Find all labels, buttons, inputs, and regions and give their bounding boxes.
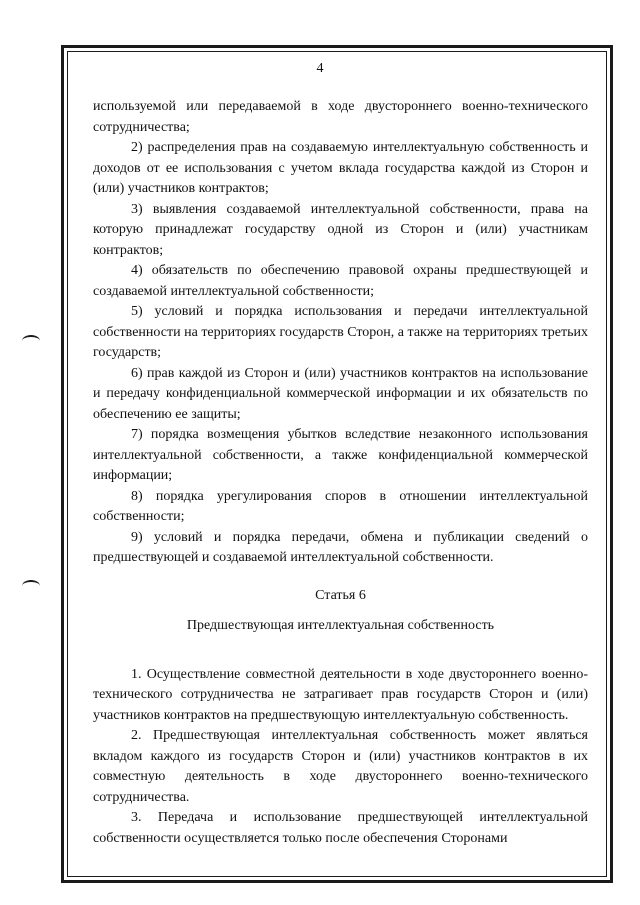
article-heading: Предшествующая интеллектуальная собственность [186,618,495,633]
binder-hole-mark [22,335,40,347]
page-number: 4 [316,61,324,76]
paragraph: 7) порядка возмещения убытков вследствие незаконного использования интеллектуальной собственности, а также конфиденциальной коммерческой информации; [93,427,588,483]
article-title: Статья 6 [315,587,366,603]
paragraph: 6) прав каждой из Сторон и (или) участников контрактов на использование и передачу конфиденциальной коммерческой информации и их обязательств по обеспечению ее защиты; [93,365,588,422]
paragraph: 9) условий и порядка передачи, обмена и публикации сведений о предшествующей и создаваемой интеллектуальной собственности. [93,529,588,565]
paragraph: 3) выявления создаваемой интеллектуальной собственности, права на которую принадлежат государству одной из Сторон и (или) участникам контрактов; [93,201,588,258]
paragraph: 3. Передача и использование предшествующей интеллектуальной собственности осуществляется только после обеспечения Сторонами [93,810,588,846]
paragraph: 2) распределения прав на создаваемую интеллектуальную собственность и доходов от ее использования с учетом вклада государства каждой из Сторон и (или) участников контрактов; [93,140,588,196]
paragraph: 2. Предшествующая интеллектуальная собственность может являться вкладом каждого из государств Сторон и (или) участников контрактов в их совместную деятельность в ходе двустороннего военно-технического сотрудничества. [93,728,588,805]
paragraph: 8) порядка урегулирования споров в отношении интеллектуальной собственности; [93,488,588,524]
paragraph: 5) условий и порядка использования и передачи интеллектуальной собственности на территориях государств Сторон, а также на территориях третьих государств; [93,304,588,360]
document-body [93,97,588,849]
paragraph: используемой или передаваемой в ходе двустороннего военно-технического сотрудничества; [93,99,588,135]
binder-hole-mark [22,580,40,592]
paragraph: 4) обязательств по обеспечению правовой охраны предшествующей и создаваемой интеллектуальной собственности; [93,263,588,299]
paragraph: 1. Осуществление совместной деятельности в ходе двустороннего военно-технического сотрудничества не затрагивает прав государств Сторон и (или) участников контрактов на предшествующую интеллектуальную собственность. [93,666,588,723]
